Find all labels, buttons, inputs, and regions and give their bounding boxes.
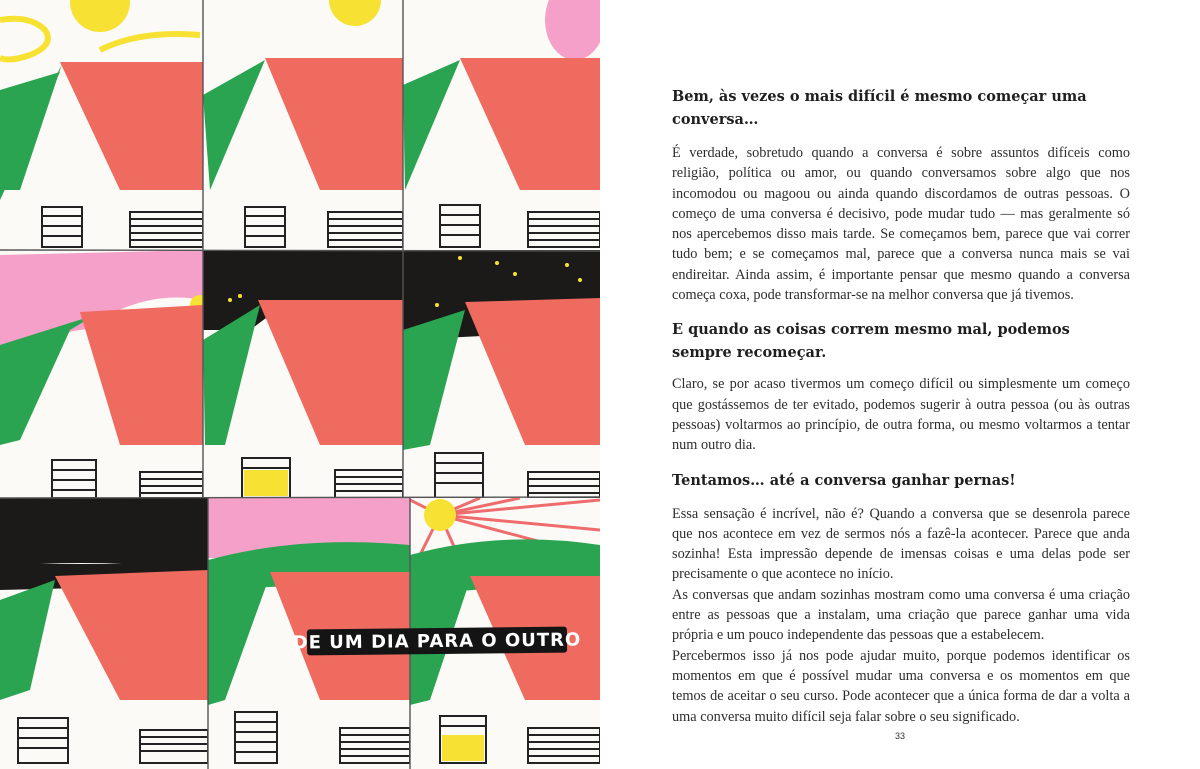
- panel-3: [403, 0, 600, 247]
- section-3-paragraph-1: Essa sensação é incrível, não é? Quando a conversa que se desenrola parece que nos acontece em vez de sermos nós a fazê-la acontecer. Parece que anda sozinha! Esta impressão depende de imensas coisas e uma delas pode ser precisamente o que acontece no início.: [672, 505, 1130, 583]
- text-page: [600, 0, 1200, 769]
- section-2-paragraph: Claro, se por acaso tivermos um começo difícil ou simplesmente um começo que gostássemos de ter evitado, podemos sugerir à outra pessoa (ou às outras pessoas) voltarmos ao princípio, de outra forma, ou mesmo voltarmos a tentar num outro dia.: [672, 376, 1130, 454]
- panel-7: [0, 498, 208, 763]
- panel-2: [203, 0, 403, 247]
- text-block: [672, 85, 1130, 727]
- panel-5: [203, 250, 403, 498]
- section-3-paragraph-2: As conversas que andam sozinhas mostram como uma conversa é uma criação entre as pessoas que a instalam, uma criação que parece ganhar uma vida própria e um pouco independente das pessoas que a estabelecem.: [672, 586, 1130, 644]
- illustration-title-banner: [292, 627, 582, 656]
- panel-4: [0, 250, 210, 498]
- page-number: 33: [894, 731, 905, 741]
- sun-icon: [70, 0, 130, 32]
- section-2-heading: E quando as coisas correm mesmo mal, podemos sempre recomeçar.: [672, 321, 1070, 362]
- section-1-paragraph: É verdade, sobretudo quando a conversa é sobre assuntos difíceis como religião, política ou amor, ou quando conversamos sobre algo que nos incomodou ou magoou ou ainda quando discordamos de outras pessoas. O começo de uma conversa é decisivo, pode mudar tudo — mas geralmente só nos apercebemos disso mais tarde. Se começamos bem, parece que vai correr tudo bem; e se começamos mal, parece que a conversa nunca mais se vai endireitar. Ainda assim, é importante pensar que mesmo quando a conversa começa coxa, pode transformar-se na melhor conversa que já tivemos.: [672, 145, 1130, 304]
- illustration-title: DE UM DIA PARA O OUTRO: [292, 628, 582, 654]
- sun-icon: [329, 0, 381, 26]
- panel-1: [0, 0, 203, 247]
- section-1-heading: Bem, às vezes o mais difícil é mesmo começar uma conversa…: [672, 88, 1087, 128]
- section-3-paragraph-3: Percebermos isso já nos pode ajudar muito, porque podemos identificar os momentos em que é possível mudar uma conversa e os momentos em que temos de aceitar o seu curso. Pode acontecer que a única forma de dar a volta a uma conversa muito difícil seja falar sobre o seu significado.: [672, 647, 1130, 725]
- section-3-heading: Tentamos… até a conversa ganhar pernas!: [672, 471, 1016, 489]
- rising-sun-icon: [424, 499, 456, 531]
- panel-6: [403, 250, 600, 498]
